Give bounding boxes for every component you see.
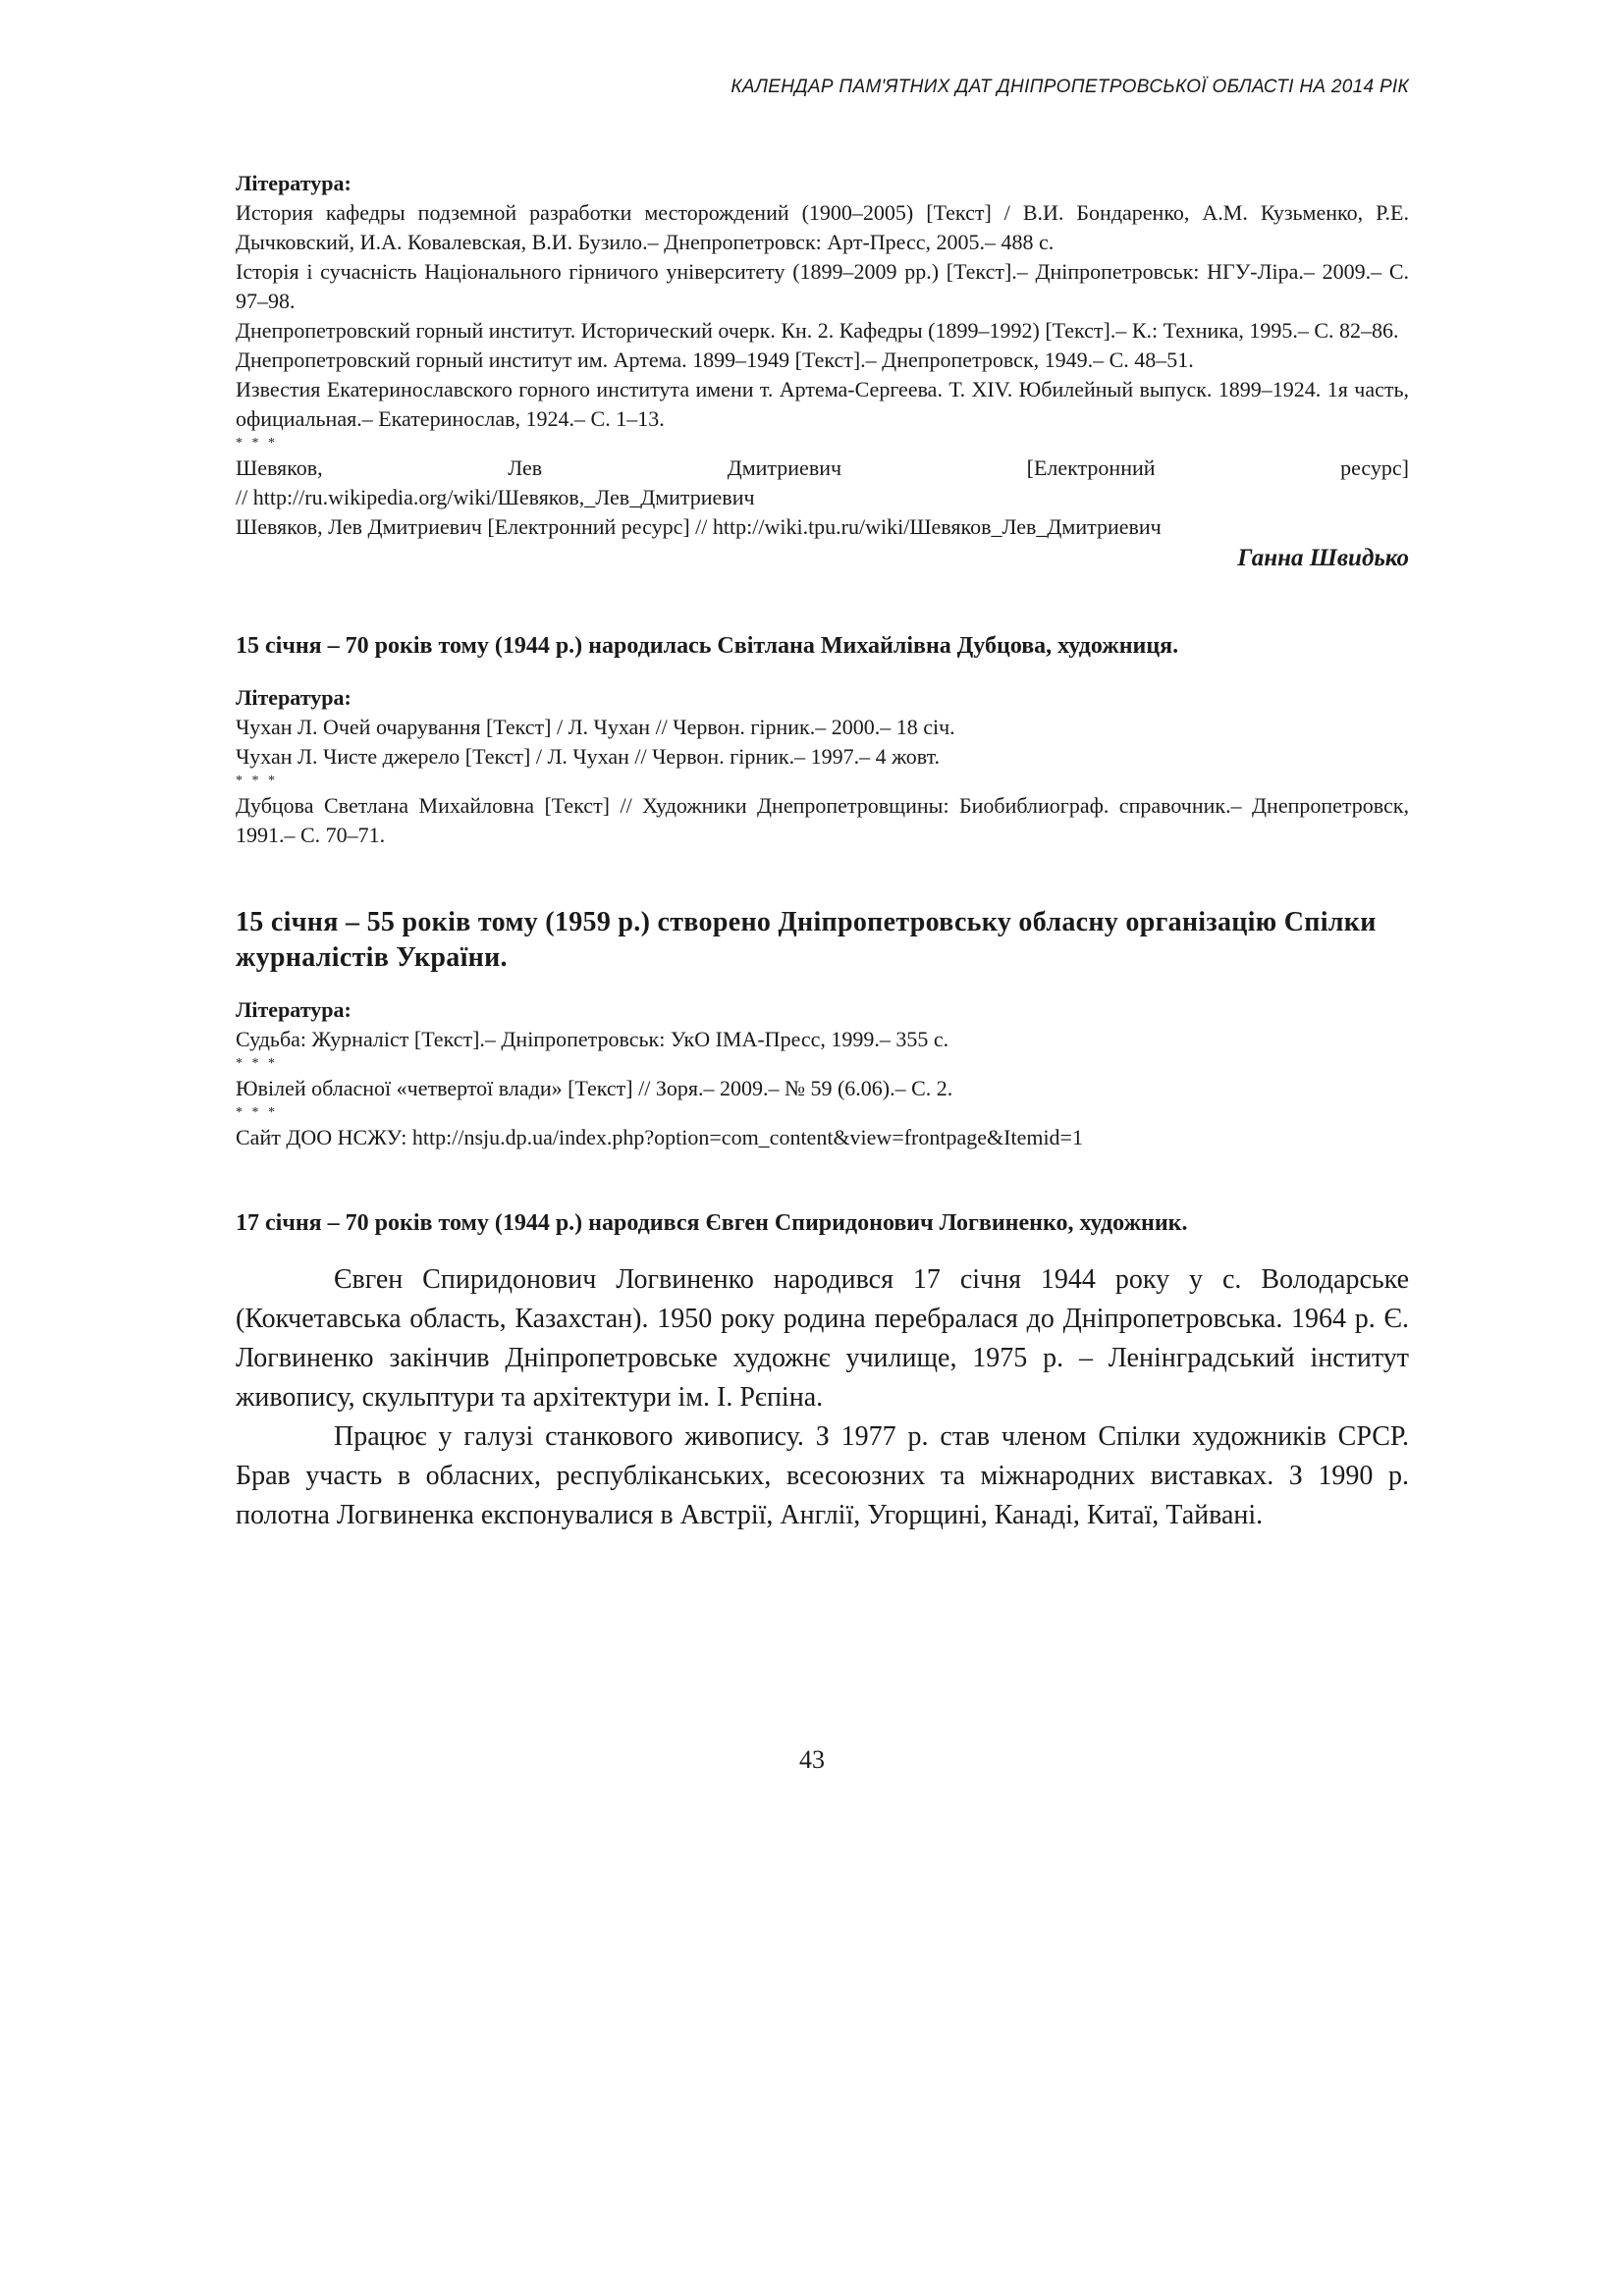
literature-label: Література: xyxy=(236,171,352,195)
body-paragraph: Працює у галузі станкового живопису. З 1977 р. став членом Спілки художників СРСР. Брав участь в обласних, республіканських, всесоюзних та міжнародних виставках. З 1990 р. полотна Логвиненка експонувалися в Австрії, Англії, Угорщині, Канаді, Китаї, Тайвані. xyxy=(236,1421,1409,1530)
web-ref-word: Лев xyxy=(508,455,543,480)
reference-item: История кафедры подземной разработки месторождений (1900–2005) [Текст] / В.И. Бондаренко, А.М. Кузьменко, Р.Е. Дычковский, И.А. Ковалевская, В.И. Бузило.– Днепропетровск: Арт-Пресс, 2005.– 488 с. xyxy=(236,200,1409,254)
literature-label: Література: xyxy=(236,685,352,710)
reference-item: Історія і сучасність Національного гірничого університету (1899–2009 рр.) [Текст].– Дніпропетровськ: НГУ-Ліра.– 2009.– С. 97–98. xyxy=(236,259,1409,313)
reference-item: Днепропетровский горный институт. Исторический очерк. Кн. 2. Кафедры (1899–1992) [Текст].– К.: Техника, 1995.– С. 82–86. xyxy=(236,318,1399,343)
reference-item: Сайт ДОО НСЖУ: http://nsju.dp.ua/index.php?option=com_content&view=frontpage&Itemid=1 xyxy=(236,1125,1083,1149)
entry-heading: 15 січня – 70 років тому (1944 р.) народилась Світлана Михайлівна Дубцова, художниця. xyxy=(236,633,1179,659)
running-header: КАЛЕНДАР ПАМ'ЯТНИХ ДАТ ДНІПРОПЕТРОВСЬКОЇ ОБЛАСТІ НА 2014 РІК xyxy=(731,77,1409,97)
literature-block-0 xyxy=(236,169,1409,575)
page-content xyxy=(236,169,1409,1535)
reference-item: Чухан Л. Очей очарування [Текст] / Л. Чухан // Червон. гірник.– 2000.– 18 січ. xyxy=(236,715,955,739)
reference-item: Ювілей обласної «четвертої влади» [Текст] // Зоря.– 2009.– № 59 (6.06).– С. 2. xyxy=(236,1076,953,1100)
web-reference-item: Шевяков, Лев Дмитриевич [Електронний ресурс] // http://wiki.tpu.ru/wiki/Шевяков_Лев_Дмитриевич xyxy=(236,514,1162,539)
web-ref-word: ресурс] xyxy=(1340,455,1409,480)
page-number: 43 xyxy=(799,1745,825,1774)
literature-block-1 xyxy=(236,683,1409,850)
entry-heading: 17 січня – 70 років тому (1944 р.) народився Євген Спиридонович Логвиненко, художник. xyxy=(236,1210,1188,1236)
web-ref-word: [Електронний xyxy=(1026,455,1156,480)
web-ref-word: Дмитриевич xyxy=(727,455,842,480)
separator-stars: * * * xyxy=(236,1105,278,1120)
web-reference-url: // http://ru.wikipedia.org/wiki/Шевяков,_Лев_Дмитриевич xyxy=(236,485,755,509)
literature-label: Література: xyxy=(236,997,352,1022)
separator-stars: * * * xyxy=(236,1056,278,1071)
reference-item: Днепропетровский горный институт им. Артема. 1899–1949 [Текст].– Днепропетровск, 1949.– С. 48–51. xyxy=(236,347,1194,372)
reference-item: Дубцова Светлана Михайловна [Текст] // Художники Днепропетровщины: Биобиблиограф. справочник.– Днепропетровск, 1991.– С. 70–71. xyxy=(236,793,1409,847)
entry-heading: 15 січня – 55 років тому (1959 р.) створено Дніпропетровську обласну організацію Спілки журналістів України. xyxy=(236,907,1377,973)
biography-text xyxy=(236,1260,1409,1535)
separator-stars: * * * xyxy=(236,436,278,451)
web-reference-line xyxy=(236,454,1409,483)
body-paragraph: Євген Спиридонович Логвиненко народився 17 січня 1944 року у с. Володарське (Кокчетавська область, Казахстан). 1950 року родина перебралася до Дніпропетровська. 1964 р. Є. Логвиненко закінчив Дніпропетровське художнє училище, 1975 р. – Ленінградський інститут живопису, скульптури та архітектури ім. І. Рєпіна. xyxy=(236,1264,1409,1413)
literature-block-2 xyxy=(236,995,1409,1152)
separator-stars: * * * xyxy=(236,774,278,788)
web-ref-word: Шевяков, xyxy=(236,455,323,480)
reference-item: Судьба: Журналіст [Текст].– Дніпропетровськ: УкО ІМА-Пресс, 1999.– 355 с. xyxy=(236,1027,949,1051)
reference-item: Чухан Л. Чисте джерело [Текст] / Л. Чухан // Червон. гірник.– 1997.– 4 жовт. xyxy=(236,744,941,769)
author-signature: Ганна Швидько xyxy=(1237,545,1409,571)
reference-item: Известия Екатеринославского горного института имени т. Артема-Сергеева. Т. XIV. Юбилейный выпуск. 1899–1924. 1я часть, официальная.– Екатеринослав, 1924.– С. 1–13. xyxy=(236,377,1409,431)
